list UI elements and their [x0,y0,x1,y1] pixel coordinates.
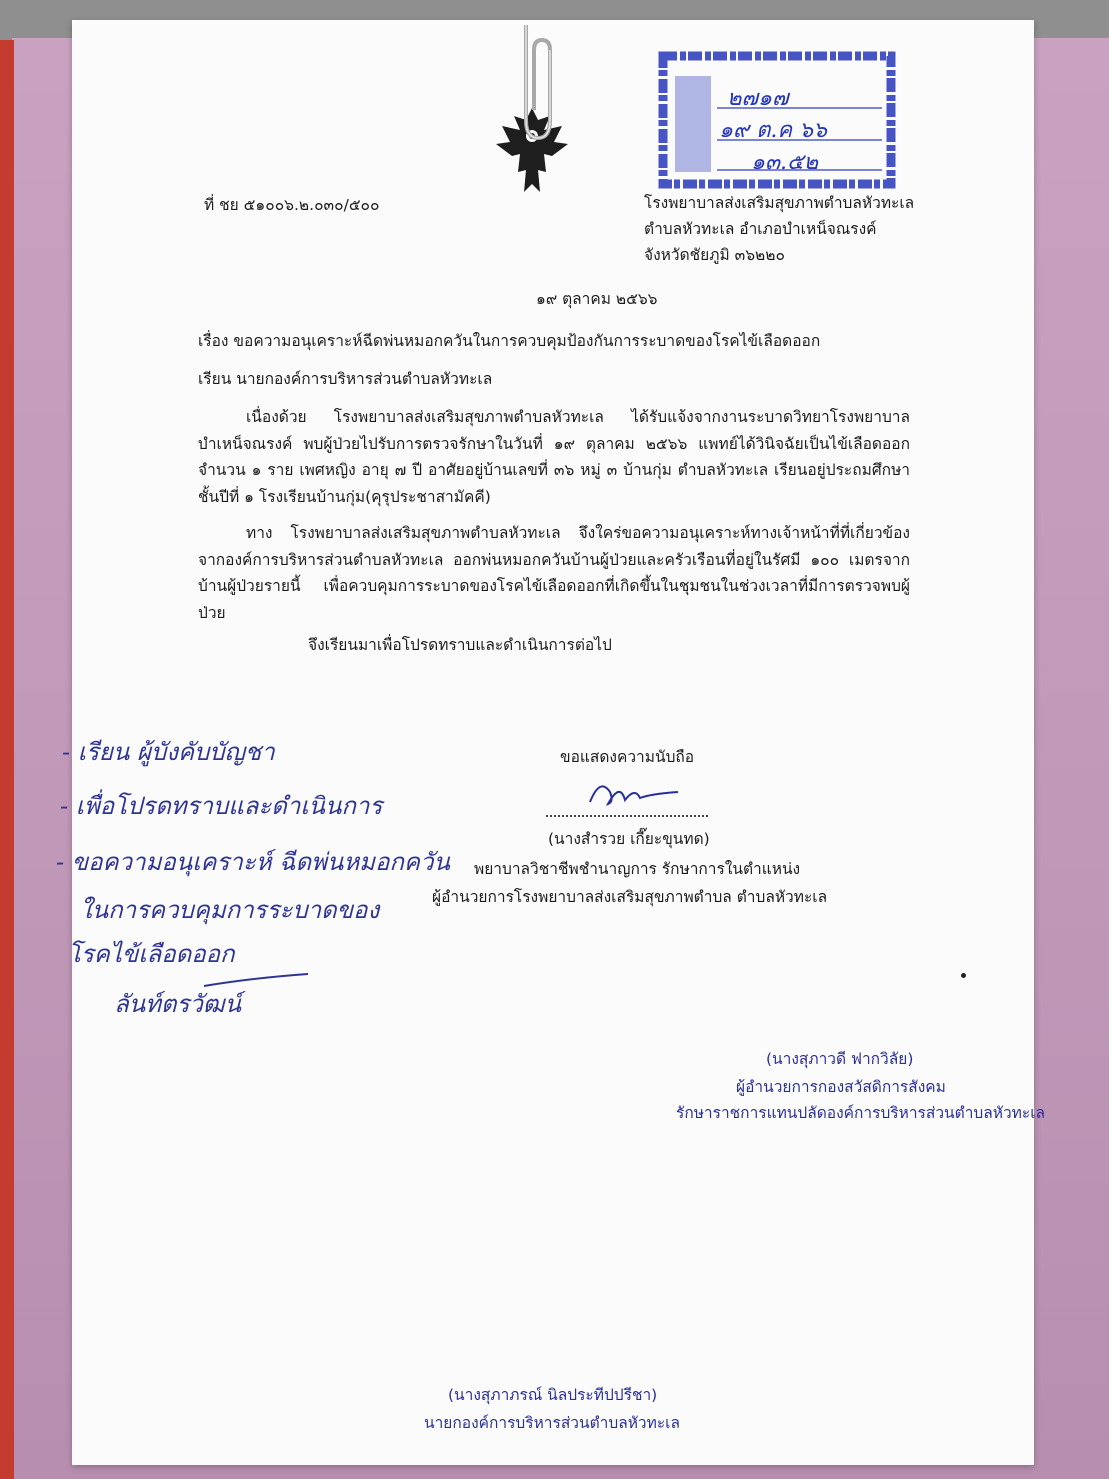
document-page [56,20,1045,1465]
endorser-2-title: นายกองค์การบริหารส่วนตำบลหัวทะเล [424,1414,680,1432]
paper-clip-icon [511,20,561,150]
handwritten-underline-icon [202,970,312,990]
handwritten-line-4: ในการควบคุมการระบาดของ [80,896,380,924]
body-paragraph-2: ทาง โรงพยาบาลส่งเสริมสุขภาพตำบลหัวทะเล จึงใคร่ขอความอนุเคราะห์ทางเจ้าหน้าที่ที่เกี่ยวข้อง จากองค์การบริหารส่วนตำบลหัวทะเล ออกพ่นหมอกควันบ้านผู้ป่วยและครัวเรือนที่อยู่ในรัศมี ๑๐๐ เมตรจากบ้านผู้ป่วยรายนี้ เพื่อควบคุมการระบาดของโรคไข้เลือดออกที่เกิดขึ้นในชุมชนในช่วงเวลาที่มีการตรวจพบผู้ป่วย [198,524,910,622]
handwritten-line-1: - เรียน ผู้บังคับบัญชา [62,738,275,766]
signer-title-2: ผู้อำนวยการโรงพยาบาลส่งเสริมสุขภาพตำบล ตำบลหัวทะเล [432,888,828,906]
sender-address [644,190,914,268]
handwritten-line-2: - เพื่อโปรดทราบและดำเนินการ [60,792,383,820]
reference-number: ที่ ชย ๕๑๐๐๖.๒.๐๓๐/๕๐๐ [204,196,380,214]
handwritten-line-3: - ขอความอนุเคราะห์ ฉีดพ่นหมอกควัน [56,848,450,876]
red-folder-edge [0,40,14,1479]
signature-icon [580,772,690,812]
closing-line: จึงเรียนมาเพื่อโปรดทราบและดำเนินการต่อไป [308,636,612,654]
regards: ขอแสดงความนับถือ [560,748,695,766]
signer-name: (นางสำรวย เกี๊ยะขุนทด) [548,830,710,848]
letter-subject: เรื่อง ขอความอนุเคราะห์ฉีดพ่นหมอกควันในการควบคุมป้องกันการระบาดของโรคไข้เลือดออก [198,332,821,350]
ink-dot [961,973,966,978]
sender-line-2: ตำบลหัวทะเล อำเภอบำเหน็จณรงค์ [644,220,877,238]
endorser-1-name: (นางสุภาวดี ฟากวิลัย) [766,1050,914,1068]
signer-title-1: พยาบาลวิชาชีพชำนาญการ รักษาการในตำแหน่ง [474,860,801,878]
endorser-1-title-1: ผู้อำนวยการกองสวัสดิการสังคม [736,1078,946,1096]
signature-line [546,815,708,817]
stamp-number: ๒๗๑๗ [727,86,789,111]
endorser-1-title-2: รักษาราชการแทนปลัดองค์การบริหารส่วนตำบลหัวทะเล [676,1104,1045,1122]
sender-line-3: จังหวัดชัยภูมิ ๓๖๒๒๐ [644,246,785,264]
receiving-stamp [657,50,897,190]
stamp-time: ๑๓.๕๒ [751,150,819,175]
stamp-date: ๑๙ ต.ค ๖๖ [719,118,827,143]
endorser-2-name: (นางสุภาภรณ์ นิลประทีปปรีชา) [448,1386,658,1404]
sender-line-1: โรงพยาบาลส่งเสริมสุขภาพตำบลหัวทะเล [644,194,915,212]
handwritten-line-5: โรคไข้เลือดออก [68,940,235,968]
handwritten-signature: ลันท์ตรวัฒน์ [114,990,241,1018]
body-paragraph-1: เนื่องด้วย โรงพยาบาลส่งเสริมสุขภาพตำบลหัวทะเล ได้รับแจ้งจากงานระบาดวิทยาโรงพยาบาลบำเหน็จณรงค์ พบผู้ป่วยไปรับการตรวจรักษาในวันที่ ๑๙ ตุลาคม ๒๕๖๖ แพทย์ได้วินิจฉัยเป็นไข้เลือดออก จำนวน ๑ ราย เพศหญิง อายุ ๗ ปี อาศัยอยู่บ้านเลขที่ ๓๖ หมู่ ๓ บ้านกุ่ม ตำบลหัวทะเล เรียนอยู่ประถมศึกษาชั้นปีที่ ๑ โรงเรียนบ้านกุ่ม(คุรุประชาสามัคคี) [198,408,910,506]
letter-date: ๑๙ ตุลาคม ๒๕๖๖ [536,290,658,308]
letter-salutation: เรียน นายกองค์การบริหารส่วนตำบลหัวทะเล [198,370,493,388]
